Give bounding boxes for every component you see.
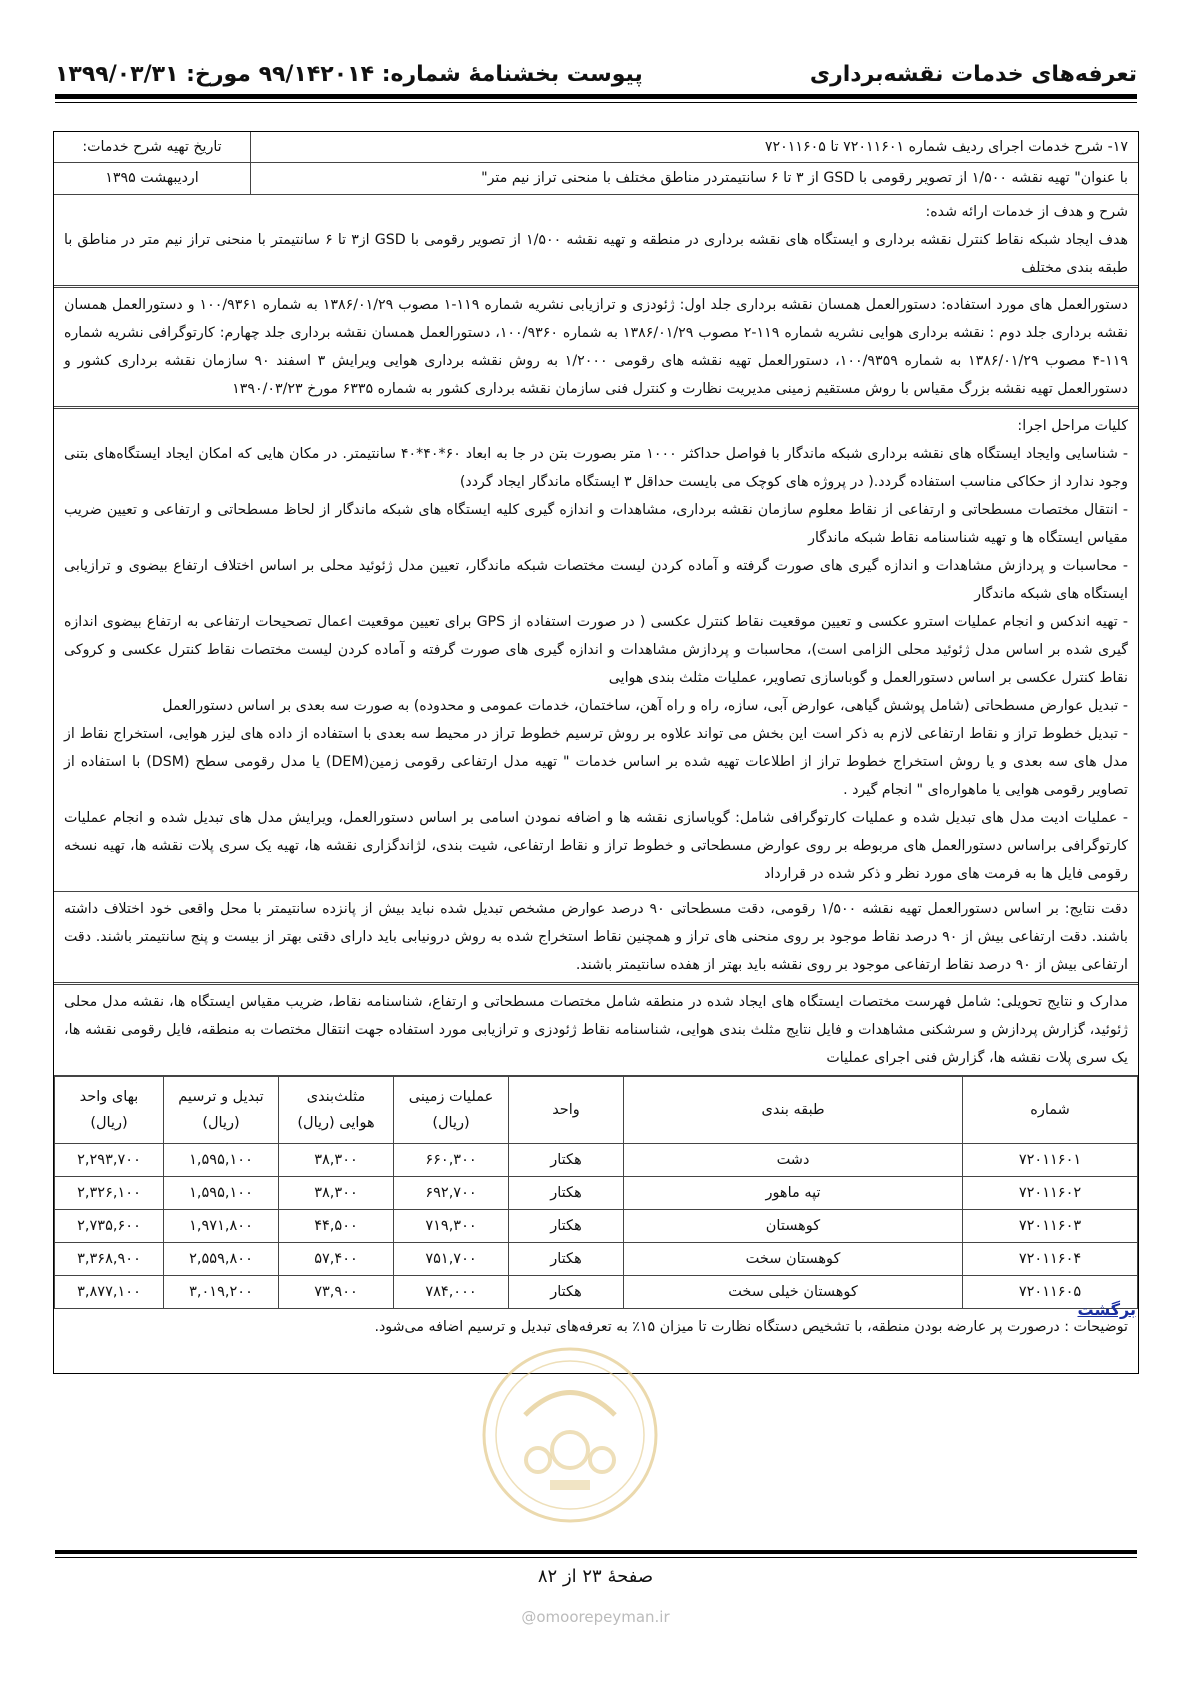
service-title-line-2: با عنوان" تهیه نقشه ۱/۵۰۰ از تصویر رقومی با GSD از ۳ تا ۶ سانتیمتردر مناطق مختلف با منحنی تراز نیم متر" [481,170,1128,186]
row-aero: ۷۳,۹۰۰ [279,1276,394,1309]
col-class-header: طبقه بندی [624,1077,963,1144]
header-rule-thin [55,102,1137,103]
table-row [55,1276,1138,1309]
row-unit: هکتار [509,1210,624,1243]
row-unit: هکتار [509,1177,624,1210]
row-unit: هکتار [509,1144,624,1177]
row-ground: ۷۵۱,۷۰۰ [394,1243,509,1276]
row-class: تپه ماهور [624,1177,963,1210]
step-item: - محاسبات و پردازش مشاهدات و اندازه گیری های صورت گرفته و آماده کردن لیست مختصات شبکه ماندگار، تعیین مدل ژئوئید محلی بر اساس اختلاف ارتفاع بیضوی و ترازیابی ایستگاه های شبکه ماندگار [64,558,1128,602]
service-date-cell [54,132,250,194]
service-date-value: اردیبهشت ۱۳۹۵ [105,170,199,186]
row-price: ۲,۷۳۵,۶۰۰ [55,1210,164,1243]
deliverables-section [54,985,1138,1076]
col-ground-header: عملیات زمینی (ریال) [394,1077,509,1144]
accuracy-text: دقت نتایج: بر اساس دستورالعمل تهیه نقشه ۱/۵۰۰ رقومی، دقت مسطحاتی ۹۰ درصد عوارض مشخص تبدیل شده نباید بیش از پانزده سانتیمتر با محل واقعی خود اختلاف داشته باشند. دقت ارتفاعی بیش از ۹۰ درصد نقاط موجود بر روی منحنی های تراز و همچنین نقاط استخراج شده به روش درونیابی باید دارای دقتی بهتر از بیست و پنج سانتیمتر باشند. دقت ارتفاعی بیش از ۹۰ درصد نقاط ارتفاعی موجود بر روی نقشه باید بهتر از هفده سانتیمتر باشند. [64,901,1128,973]
instructions-text: دستورالعمل های مورد استفاده: دستورالعمل همسان نقشه برداری جلد اول: ژئودزی و ترازیابی نشریه شماره ۱۱۹-۱ مصوب ۱۳۸۶/۰۱/۲۹ به شماره ۱۰۰/۹۳۶۱ و دستورالعمل همسان نقشه برداری جلد دوم : نقشه برداری هوایی نشریه شماره ۱۱۹-۲ مصوب ۱۳۸۶/۰۱/۲۹ به شماره ۱۰۰/۹۳۶۰، دستورالعمل همسان نقشه برداری جلد چهارم: کارتوگرافی نشریه شماره ۱۱۹-۴ مصوب ۱۳۸۶/۰۱/۲۹ به شماره ۱۰۰/۹۳۵۹، دستورالعمل تهیه نقشه های رقومی ۱/۲۰۰۰ به روش نقشه برداری هوایی ویرایش ۳ اسفند ۹۰ سازمان نقشه برداری کشور و دستورالعمل تهیه نقشه بزرگ مقیاس با روش مستقیم زمینی مدیریت نظارت و کنترل فنی سازمان نقشه برداری کشور به شماره ۶۳۳۵ مورخ ۱۳۹۰/۰۳/۲۳ [64,297,1128,397]
table-row [55,1210,1138,1243]
header-rule-thick [55,94,1137,99]
row-class: دشت [624,1144,963,1177]
step-item: - تهیه اندکس و انجام عملیات استرو عکسی و تعیین موقعیت نقاط کنترل عکسی ( در صورت استفاده از GPS برای تعیین موقعیت اعمال تصحیحات ارتفاعی به ارتفاع بیضوی اندازه گیری شده بر اساس مدل ژئوئید محلی الزامی است)، محاسبات و پردازش مشاهدات و اندازه گیری های صورت گرفته و آماده کردن لیست مختصات نقاط کنترل عکسی و کروکی نقاط کنترل عکسی بر اساس دستورالعمل و گوباسازی تصاویر، عملیات مثلث بندی هوایی [64,614,1128,686]
document-title: تعرفه‌های خدمات نقشه‌برداری [809,62,1137,87]
row-code: ۷۲۰۱۱۶۰۵ [963,1276,1138,1309]
step-item: - انتقال مختصات مسطحاتی و ارتفاعی از نقاط معلوم سازمان نقشه برداری، مشاهدات و اندازه گیری کلیه ایستگاه های شبکه ماندگار از لحاظ مسطحاتی و ارتفاعی و تعیین ضریب مقیاس ایستگاه ها و تهیه شناسنامه نقاط شبکه ماندگار [64,502,1128,546]
footer-rule-thick [55,1550,1137,1554]
row-ground: ۶۶۰,۳۰۰ [394,1144,509,1177]
row-code: ۷۲۰۱۱۶۰۲ [963,1177,1138,1210]
row-ground: ۶۹۲,۷۰۰ [394,1177,509,1210]
col-price-header: بهای واحد (ریال) [55,1077,164,1144]
col-aero-header: مثلث‌بندی هوایی (ریال) [279,1077,394,1144]
col-conv-header: تبدیل و ترسیم (ریال) [164,1077,279,1144]
page-header [55,58,1137,94]
table-note: توضیحات : درصورت پر عارضه بودن منطقه، با تشخیص دستگاه نظارت تا میزان ۱۵٪ به تعرفه‌های تبدیل و ترسیم اضافه می‌شود. [374,1319,1128,1335]
row-ground: ۷۱۹,۳۰۰ [394,1210,509,1243]
steps-section [54,409,1138,892]
row-code: ۷۲۰۱۱۶۰۱ [963,1144,1138,1177]
instructions-section [54,288,1138,409]
step-item: - شناسایی وایجاد ایستگاه های نقشه برداری شبکه ماندگار با فواصل حداکثر ۱۰۰۰ متر بصورت بتن در جا به ابعاد ۶۰*۴۰*۴۰ سانتیمتر. در مکان هایی که امکان ایجاد ایستگاه‌های بتنی وجود ندارد از حکاکی مناسب استفاده گردد.( در پروژه های کوچک می بایست حداقل ۳ ایستگاه ماندگار ایجاد گردد) [64,446,1128,490]
table-row [55,1177,1138,1210]
seal-watermark-logo [470,1335,670,1535]
page-number: صفحۀ ۲۳ از ۸۲ [537,1566,654,1587]
objective-text: هدف ایجاد شبکه نقاط کنترل نقشه برداری و ایستگاه های نقشه برداری در منطقه و تهیه نقشه ۱/۵۰۰ از تصویر رقومی با GSD از۳ تا ۶ سانتیمتر با منحنی تراز نیم متر در مناطق با طبقه بندی مختلف [64,232,1128,276]
footer-rule-thin [55,1557,1137,1558]
service-description-box [53,131,1139,1374]
row-class: کوهستان سخت [624,1243,963,1276]
table-header-row [55,1077,1138,1144]
row-code: ۷۲۰۱۱۶۰۳ [963,1210,1138,1243]
row-code: ۷۲۰۱۱۶۰۴ [963,1243,1138,1276]
row-ground: ۷۸۴,۰۰۰ [394,1276,509,1309]
steps-heading: کلیات مراحل اجرا: [1017,418,1128,434]
row-aero: ۳۸,۳۰۰ [279,1177,394,1210]
row-conv: ۱,۹۷۱,۸۰۰ [164,1210,279,1243]
tariff-table [54,1076,1138,1309]
objective-section [54,195,1138,288]
row-class: کوهستان خیلی سخت [624,1276,963,1309]
col-code-header: شماره [963,1077,1138,1144]
objective-heading: شرح و هدف از خدمات ارائه شده: [925,204,1128,220]
watermark-handle: @omoorepeyman.ir [521,1608,670,1626]
row-price: ۲,۲۹۳,۷۰۰ [55,1144,164,1177]
service-title-row [54,132,1138,195]
row-unit: هکتار [509,1243,624,1276]
service-title-line-1: ۱۷- شرح خدمات اجرای ردیف شماره ۷۲۰۱۱۶۰۱ تا ۷۲۰۱۱۶۰۵ [251,132,1138,163]
row-price: ۲,۳۲۶,۱۰۰ [55,1177,164,1210]
row-conv: ۳,۰۱۹,۲۰۰ [164,1276,279,1309]
service-date-label: تاریخ تهیه شرح خدمات: [54,132,250,163]
step-item: - عملیات ادیت مدل های تبدیل شده و عملیات کارتوگرافی شامل: گویاسازی نقشه ها و اضافه نمودن اسامی بر اساس دستورالعمل، ویرایش مدل های تبدیل شده و انجام عملیات کارتوگرافی براساس دستورالعمل های مربوطه بر روی عوارض مسطحاتی و خطوط تراز و نقاط ارتفاعی، شیت بندی، لژاندگزاری نقشه ها، تهیه یک سری پلات نقشه ها، تهیه نسخه رقومی فایل ها به فرمت های مورد نظر و ذکر شده در قرارداد [64,810,1128,882]
row-conv: ۲,۵۵۹,۸۰۰ [164,1243,279,1276]
col-unit-header: واحد [509,1077,624,1144]
row-aero: ۴۴,۵۰۰ [279,1210,394,1243]
row-conv: ۱,۵۹۵,۱۰۰ [164,1177,279,1210]
circular-reference: پیوست بخشنامۀ شماره: ۹۹/۱۴۲۰۱۴ مورخ: ۱۳۹۹/۰۳/۳۱ [55,62,643,87]
row-unit: هکتار [509,1276,624,1309]
row-price: ۳,۸۷۷,۱۰۰ [55,1276,164,1309]
step-item: - تبدیل خطوط تراز و نقاط ارتفاعی لازم به ذکر است این بخش می تواند علاوه بر روش ترسیم خطوط تراز در محیط سه بعدی با استفاده از داده های لیزر هوایی، استخراج نقاط از مدل های سه بعدی و یا روش استخراج خطوط تراز از اطلاعات تهیه شده بر اساس خدمات " تهیه مدل ارتفاعی رقومی زمین(DEM) یا مدل رقومی سطح (DSM) با استفاده از تصاویر رقومی هوایی یا ماهواره‌ای " انجام گیرد . [64,726,1128,798]
row-price: ۳,۳۶۸,۹۰۰ [55,1243,164,1276]
step-item: - تبدیل عوارض مسطحاتی (شامل پوشش گیاهی، عوارض آبی، سازه، راه و راه آهن، ساختمان، خدمات عمومی و محدوده) به صورت سه بعدی بر اساس دستورالعمل [162,698,1128,714]
accuracy-section [54,892,1138,985]
back-link[interactable]: برگشت [1077,1300,1136,1319]
table-row [55,1243,1138,1276]
row-class: کوهستان [624,1210,963,1243]
row-aero: ۳۸,۳۰۰ [279,1144,394,1177]
row-aero: ۵۷,۴۰۰ [279,1243,394,1276]
deliverables-text: مدارک و نتایج تحویلی: شامل فهرست مختصات ایستگاه های ایجاد شده در منطقه شامل مختصات مسطحاتی و ارتفاع، شناسنامه نقاط، ضریب مقیاس ایستگاه ها، نقشه مدل محلی ژئوئید، گزارش پردازش و سرشکنی مشاهدات و فایل نتایج مثلث بندی هوایی، شناسنامه نقاط ژئودزی و ترازیابی مورد استفاده جهت انتقال مختصات به منطقه، فایل رقومی نقشه ها، یک سری پلات نقشه ها، گزارش فنی اجرای عملیات [64,994,1128,1066]
service-title [250,132,1138,194]
table-row [55,1144,1138,1177]
row-conv: ۱,۵۹۵,۱۰۰ [164,1144,279,1177]
